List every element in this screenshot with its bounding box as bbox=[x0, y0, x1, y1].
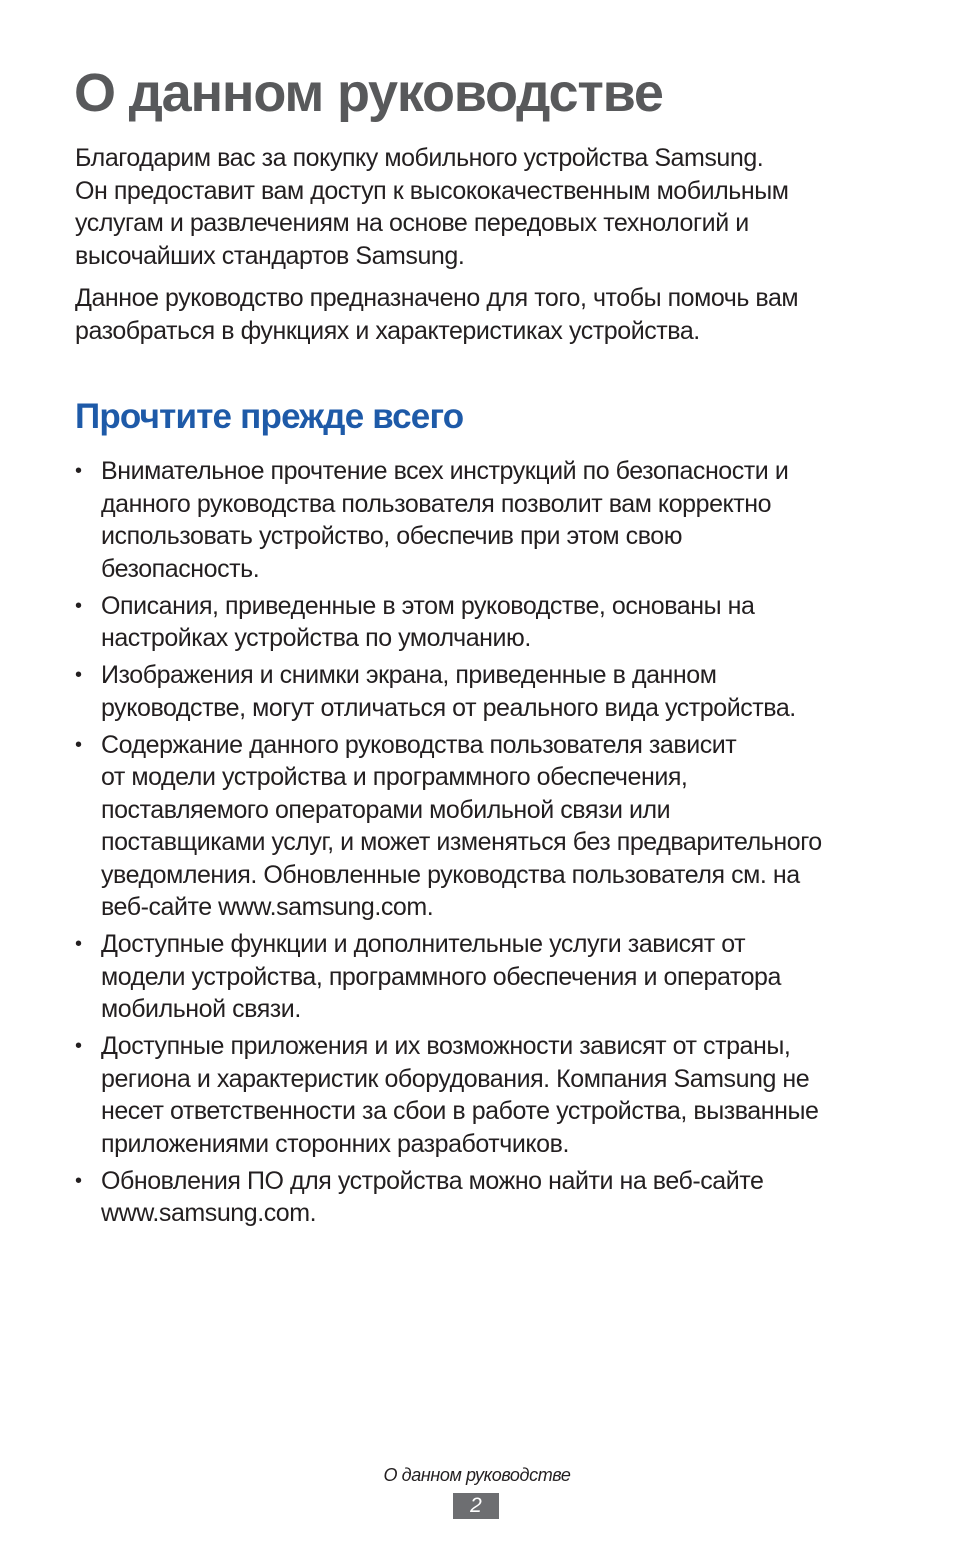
text-line: мобильной связи. bbox=[101, 995, 301, 1023]
page-title: О данном руководстве bbox=[74, 63, 663, 123]
text-line: услугам и развлечениям на основе передовых технологий и bbox=[75, 209, 749, 237]
bullet-icon: • bbox=[75, 733, 82, 756]
text-line: Доступные функции и дополнительные услуги зависят от bbox=[101, 930, 746, 958]
text-line: данного руководства пользователя позволит вам корректно bbox=[101, 489, 772, 518]
bullet-icon: • bbox=[75, 1035, 82, 1057]
bullet-icon: • bbox=[75, 594, 82, 617]
bullet-list bbox=[75, 455, 895, 1234]
text-line: Он предоставит вам доступ к высококачественным мобильным bbox=[75, 176, 789, 205]
text-line: веб-сайте www.samsung.com. bbox=[101, 893, 434, 921]
bullet-icon: • bbox=[75, 1169, 82, 1192]
text-line: Изображения и снимки экрана, приведенные в данном bbox=[101, 661, 717, 689]
text-line: от модели устройства и программного обеспечения, bbox=[101, 763, 688, 791]
text-line: приложениями сторонних разработчиков. bbox=[101, 1129, 569, 1158]
footer-section-title: О данном руководстве bbox=[383, 1465, 571, 1485]
text-line: Данное руководство предназначено для того, чтобы помочь вам bbox=[75, 284, 799, 312]
list-item bbox=[75, 1030, 895, 1160]
list-item bbox=[75, 659, 895, 724]
list-item bbox=[75, 590, 895, 655]
text-line: Доступные приложения и их возможности зависят от страны, bbox=[101, 1032, 791, 1060]
text-line: использовать устройство, обеспечив при этом свою bbox=[101, 522, 683, 550]
text-line: поставщиками услуг, и может изменяться без предварительного bbox=[101, 828, 822, 856]
text-line: высочайших стандартов Samsung. bbox=[75, 241, 465, 270]
intro-paragraph bbox=[75, 142, 885, 272]
text-line: руководстве, могут отличаться от реального вида устройства. bbox=[101, 693, 796, 722]
list-item bbox=[75, 729, 895, 924]
text-line: Обновления ПО для устройства можно найти на веб-сайте bbox=[101, 1166, 764, 1195]
section-title: Прочтите прежде всего bbox=[75, 397, 464, 436]
intro-text bbox=[75, 142, 885, 357]
text-line: региона и характеристик оборудования. Компания Samsung не bbox=[101, 1064, 810, 1093]
text-line: Описания, приведенные в этом руководстве, основаны на bbox=[101, 591, 755, 620]
page-number-badge: 2 bbox=[453, 1493, 499, 1519]
text-line: безопасность. bbox=[101, 554, 260, 583]
bullet-icon: • bbox=[75, 460, 82, 482]
text-line: поставляемого операторами мобильной связи или bbox=[101, 795, 671, 824]
bullet-icon: • bbox=[75, 933, 82, 955]
text-line: уведомления. Обновленные руководства пользователя см. на bbox=[101, 860, 800, 889]
list-item bbox=[75, 1165, 895, 1230]
text-line: несет ответственности за сбои в работе устройства, вызванные bbox=[101, 1097, 819, 1125]
text-line: www.samsung.com. bbox=[101, 1199, 317, 1227]
text-line: разобраться в функциях и характеристиках устройства. bbox=[75, 316, 700, 345]
intro-paragraph bbox=[75, 282, 885, 347]
bullet-icon: • bbox=[75, 664, 82, 686]
list-item bbox=[75, 455, 895, 585]
list-item bbox=[75, 928, 895, 1026]
text-line: Содержание данного руководства пользователя зависит bbox=[101, 730, 737, 759]
text-line: модели устройства, программного обеспечения и оператора bbox=[101, 962, 781, 991]
text-line: Благодарим вас за покупку мобильного устройства Samsung. bbox=[75, 144, 764, 172]
text-line: Внимательное прочтение всех инструкций по безопасности и bbox=[101, 457, 789, 485]
text-line: настройках устройства по умолчанию. bbox=[101, 624, 531, 652]
